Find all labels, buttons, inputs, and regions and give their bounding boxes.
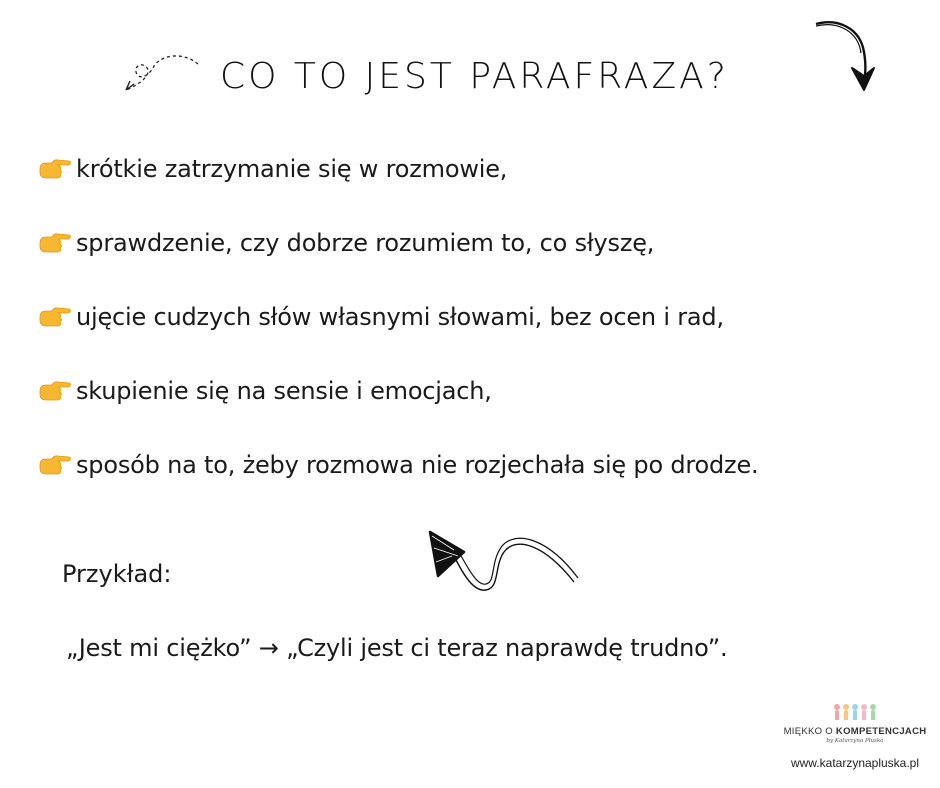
bullet-text: sposób na to, żeby rozmowa nie rozjechała się po drodze. <box>76 451 759 479</box>
list-item <box>38 298 918 372</box>
pointing-hand-icon <box>38 231 72 257</box>
person-figure-icon <box>842 704 850 720</box>
bullet-list <box>38 150 918 520</box>
pointing-hand-icon <box>38 157 72 183</box>
curved-down-arrow-icon <box>808 14 882 94</box>
logo-figures-icon <box>780 704 930 722</box>
page-title: CO TO JEST PARAFRAZA? <box>220 56 729 97</box>
list-item <box>38 372 918 446</box>
bullet-text: ujęcie cudzych słów własnymi słowami, bez ocen i rad, <box>76 303 724 331</box>
logo <box>780 704 930 770</box>
logo-brand: MIĘKKO O KOMPETENCJACH <box>783 726 927 737</box>
pointing-hand-icon <box>38 453 72 479</box>
website-url: www.katarzynapluska.pl <box>790 756 920 770</box>
list-item <box>38 446 918 520</box>
pointing-hand-icon <box>38 305 72 331</box>
person-figure-icon <box>833 704 841 720</box>
list-item <box>38 224 918 298</box>
person-figure-icon <box>860 704 868 720</box>
logo-byline: by Katarzyna Płuska <box>826 738 884 744</box>
scribble-arrow-icon <box>424 526 584 600</box>
bullet-text: krótkie zatrzymanie się w rozmowie, <box>76 155 508 183</box>
person-figure-icon <box>869 704 877 720</box>
dashed-loop-arrow-icon <box>118 50 202 96</box>
bullet-text: sprawdzenie, czy dobrze rozumiem to, co słyszę, <box>76 229 655 257</box>
list-item <box>38 150 918 224</box>
person-figure-icon <box>851 704 859 720</box>
example-label: Przykład: <box>62 560 172 588</box>
pointing-hand-icon <box>38 379 72 405</box>
bullet-text: skupienie się na sensie i emocjach, <box>76 377 492 405</box>
example-text: „Jest mi ciężko” → „Czyli jest ci teraz naprawdę trudno”. <box>66 634 728 662</box>
